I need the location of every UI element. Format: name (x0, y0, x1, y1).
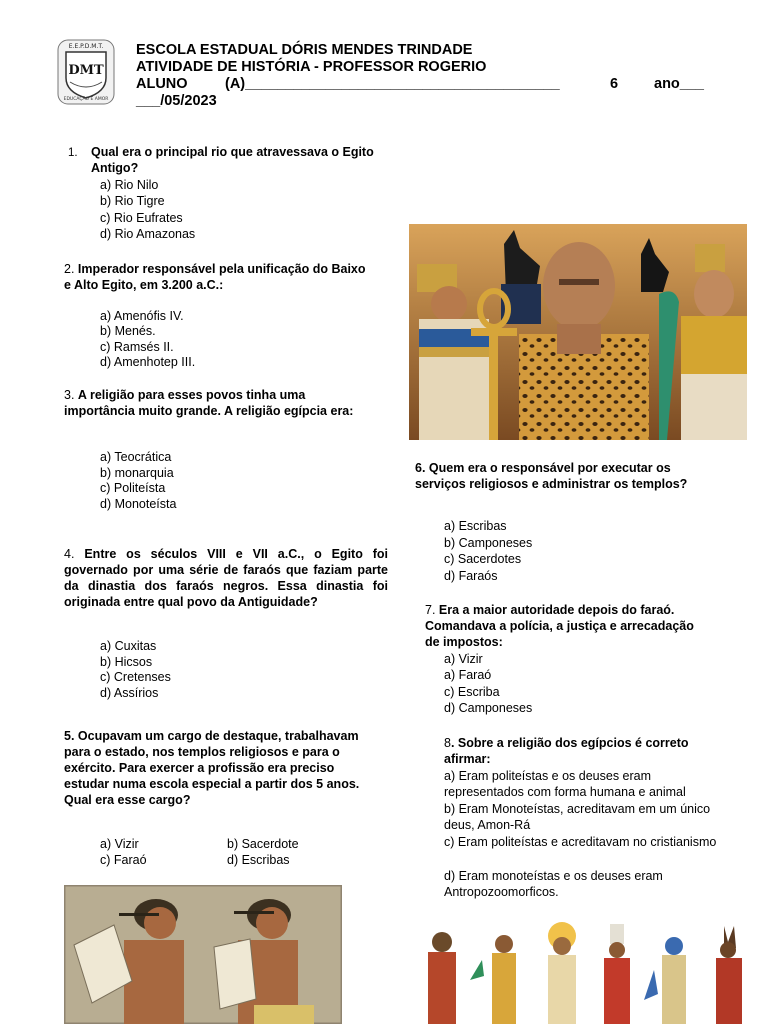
svg-text:E.E.P.D.M.T.: E.E.P.D.M.T. (68, 43, 104, 50)
school-logo (54, 38, 118, 106)
question-3-option-a[interactable]: a) Teocrática (100, 450, 172, 464)
question-8-option-d[interactable]: d) Eram monoteístas e os deuses eram Antropozoomorficos. (444, 869, 663, 900)
question-3-option-c[interactable]: c) Politeísta (100, 481, 166, 495)
question-8 (444, 735, 734, 767)
question-7 (425, 602, 705, 650)
question-2-number: 2. (64, 262, 75, 276)
question-2 (64, 261, 374, 293)
question-8-option-c[interactable]: c) Eram politeístas e acreditavam no cristianismo (444, 835, 717, 849)
question-8-text: . Sobre a religião dos egípcios é correto afirmar: (444, 736, 689, 766)
question-5-option-b[interactable]: b) Sacerdote (227, 837, 299, 851)
question-8-option-a[interactable]: a) Eram politeístas e os deuses eram representados com forma humana e animal (444, 769, 686, 800)
question-5-option-c[interactable]: c) Faraó (100, 853, 147, 867)
question-6-text: Quem era o responsável por executar os serviços religiosos e administrar os templos? (415, 461, 688, 491)
question-7-option-c[interactable]: c) Escriba (444, 685, 500, 699)
question-2-option-b[interactable]: b) Menés. (100, 324, 156, 338)
question-5-option-a[interactable]: a) Vizir (100, 837, 139, 851)
question-7-option-d[interactable]: d) Camponeses (444, 701, 533, 715)
question-6 (415, 460, 715, 492)
question-4-text: Entre os séculos VIII e VII a.C., o Egito foi governado por uma série de faraós que faziam parte da dinastia dos faraós negros. Essa dinastia foi originada entre qual povo da Antiguidade? (64, 547, 388, 609)
student-name-field[interactable]: (A)_______________________________________ (225, 76, 560, 92)
svg-text:DMT: DMT (68, 63, 104, 78)
pharaoh-gods-image (409, 224, 747, 440)
question-4-number: 4. (64, 547, 75, 561)
question-1-text: Qual era o principal rio que atravessava o Egito Antigo? (91, 145, 374, 175)
question-6-option-a[interactable]: a) Escribas (444, 519, 507, 533)
question-6-number: 6. (415, 461, 426, 475)
question-3-text: A religião para esses povos tinha uma importância muito grande. A religião egípcia era: (64, 388, 354, 418)
question-2-option-c[interactable]: c) Ramsés II. (100, 340, 174, 354)
grade-field[interactable]: ano___ (654, 76, 704, 92)
school-name: ESCOLA ESTADUAL DÓRIS MENDES TRINDADE (136, 42, 473, 58)
question-4-option-c[interactable]: c) Cretenses (100, 670, 171, 684)
question-1-option-d[interactable]: d) Rio Amazonas (100, 227, 196, 241)
question-3-number: 3. (64, 388, 75, 402)
question-7-option-a[interactable]: a) Vizir (444, 652, 483, 666)
svg-text:EDUCAÇÃO E AMOR: EDUCAÇÃO E AMOR (63, 97, 109, 102)
activity-title: ATIVIDADE DE HISTÓRIA - PROFESSOR ROGERIO (136, 59, 487, 75)
scribes-image (64, 885, 342, 1024)
egyptian-gods-image (412, 920, 752, 1024)
question-3 (64, 387, 372, 419)
question-8-option-b[interactable]: b) Eram Monoteístas, acreditavam em um único deus, Amon-Rá (444, 802, 711, 833)
question-5-option-d[interactable]: d) Escribas (227, 853, 290, 867)
question-5-text: Ocupavam um cargo de destaque, trabalhavam para o estado, nos templos religiosos e para o exército. Para exercer a profissão era preciso estudar numa escola especial a partir dos 5 anos. Qual era esse cargo? (64, 729, 360, 807)
question-2-option-d[interactable]: d) Amenhotep III. (100, 355, 196, 369)
question-6-option-d[interactable]: d) Faraós (444, 569, 498, 583)
question-1-number: 1. (68, 147, 78, 159)
question-7-number: 7. (425, 603, 436, 617)
question-5-number: 5. (64, 729, 75, 743)
question-6-option-c[interactable]: c) Sacerdotes (444, 552, 522, 566)
question-4-option-a[interactable]: a) Cuxitas (100, 639, 157, 653)
question-4-option-d[interactable]: d) Assírios (100, 686, 159, 700)
question-6-option-b[interactable]: b) Camponeses (444, 536, 533, 550)
question-2-text: Imperador responsável pela unificação do Baixo e Alto Egito, em 3.200 a.C.: (64, 262, 366, 292)
student-label: ALUNO (136, 76, 188, 92)
question-2-option-a[interactable]: a) Amenófis IV. (100, 309, 184, 323)
question-1-option-b[interactable]: b) Rio Tigre (100, 194, 165, 208)
grade-number: 6 (610, 76, 619, 92)
question-3-option-d[interactable]: d) Monoteísta (100, 497, 177, 511)
question-4-option-b[interactable]: b) Hicsos (100, 655, 153, 669)
question-3-option-b[interactable]: b) monarquia (100, 466, 174, 480)
question-1-option-c[interactable]: c) Rio Eufrates (100, 211, 183, 225)
question-1-option-a[interactable]: a) Rio Nilo (100, 178, 159, 192)
question-7-text: Era a maior autoridade depois do faraó. Comandava a polícia, a justiça e arrecadação de impostos: (425, 603, 694, 649)
question-8-number: 8 (444, 736, 451, 750)
date-field[interactable]: ___/05/2023 (136, 93, 217, 109)
question-5 (64, 728, 364, 808)
question-4 (64, 546, 388, 610)
question-7-option-a2[interactable]: a) Faraó (444, 668, 492, 682)
